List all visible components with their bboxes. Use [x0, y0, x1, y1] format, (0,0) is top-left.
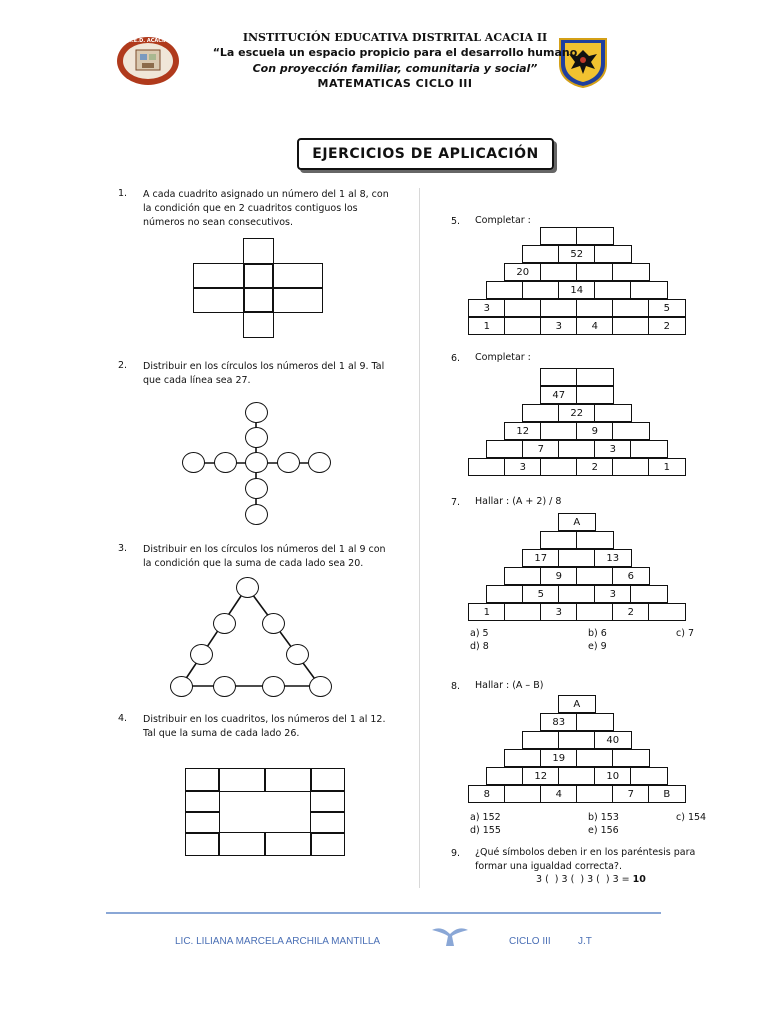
pyramid-cell[interactable] — [612, 422, 650, 440]
pyramid-cell[interactable]: 5 — [522, 585, 560, 603]
circle-slot[interactable] — [170, 676, 193, 697]
circle-slot[interactable] — [309, 676, 332, 697]
pyramid-cell[interactable] — [612, 263, 650, 281]
frame-cell[interactable] — [185, 768, 220, 792]
exercise-2-number: 2. — [118, 360, 128, 371]
exercise-8-option-a[interactable]: a) 152 — [470, 812, 501, 823]
exercise-7-option-d[interactable]: d) 8 — [470, 641, 489, 652]
pyramid-cell[interactable]: 47 — [540, 386, 578, 404]
pyramid-cell[interactable] — [540, 299, 578, 317]
exercise-5-number: 5. — [451, 216, 461, 227]
exercise-9-number: 9. — [451, 848, 461, 859]
pyramid-cell[interactable]: 3 — [540, 603, 578, 621]
pyramid-cell[interactable]: 22 — [558, 404, 596, 422]
exercise-7-number: 7. — [451, 497, 461, 508]
frame-cell[interactable] — [185, 832, 220, 856]
pyramid-cell[interactable] — [504, 749, 542, 767]
pyramid-cell[interactable] — [630, 767, 668, 785]
pyramid-cell[interactable]: 3 — [594, 440, 632, 458]
frame-cell[interactable] — [218, 768, 266, 792]
circle-slot[interactable] — [236, 577, 259, 598]
exercise-9-text-line-1: ¿Qué símbolos deben ir en los paréntesis para — [475, 847, 696, 858]
exercise-7-text: Hallar : (A + 2) / 8 — [475, 496, 562, 507]
pyramid-cell[interactable]: 2 — [612, 603, 650, 621]
pyramid-cell[interactable]: 9 — [540, 567, 578, 585]
pyramid-cell[interactable] — [576, 531, 614, 549]
pyramid-cell[interactable] — [486, 440, 524, 458]
pyramid-cell[interactable]: 3 — [468, 299, 506, 317]
pyramid-cell[interactable]: 17 — [522, 549, 560, 567]
exercise-4-number: 4. — [118, 713, 128, 724]
pyramid-cell[interactable] — [558, 440, 596, 458]
equation-result: 10 — [632, 874, 646, 885]
frame-cell[interactable] — [310, 832, 345, 856]
pyramid-cell[interactable] — [576, 785, 614, 803]
pyramid-cell[interactable] — [540, 458, 578, 476]
pyramid-cell[interactable]: 13 — [594, 549, 632, 567]
pyramid-cell[interactable]: 3 — [504, 458, 542, 476]
pyramid-cell[interactable]: 6 — [612, 567, 650, 585]
motto-line-1: “La escuela un espacio propicio para el desarrollo humano — [212, 46, 578, 59]
cycle-label: CICLO III — [509, 936, 551, 947]
pyramid-cell[interactable] — [558, 767, 596, 785]
exercise-7-option-a[interactable]: a) 5 — [470, 628, 489, 639]
pyramid-cell[interactable] — [576, 227, 614, 245]
pyramid-cell[interactable] — [540, 368, 578, 386]
author-initials: J.T — [578, 936, 592, 947]
pyramid-cell[interactable]: 14 — [558, 281, 596, 299]
pyramid-cell[interactable] — [468, 458, 506, 476]
pyramid-cell[interactable]: 7 — [612, 785, 650, 803]
exercise-6-text: Completar : — [475, 352, 531, 363]
pyramid-cell[interactable]: B — [648, 785, 686, 803]
exercise-3-number: 3. — [118, 543, 128, 554]
circle-slot[interactable] — [190, 644, 213, 665]
pyramid-cell[interactable]: 2 — [576, 458, 614, 476]
frame-cell[interactable] — [185, 811, 220, 834]
circle-slot[interactable] — [262, 613, 285, 634]
pyramid-cell[interactable] — [522, 404, 560, 422]
exercise-3-text: Distribuir en los círculos los números del 1 al 9 con la condición que la suma de cada lado sea 20. — [143, 544, 386, 569]
exercise-8-option-d[interactable]: d) 155 — [470, 825, 501, 836]
pyramid-cell[interactable]: 12 — [522, 767, 560, 785]
pyramid-cell[interactable]: 8 — [468, 785, 506, 803]
pyramid-cell[interactable] — [648, 603, 686, 621]
pyramid-cell[interactable]: A — [558, 513, 596, 531]
pyramid-cell[interactable] — [504, 299, 542, 317]
pyramid-cell[interactable]: 1 — [468, 317, 506, 335]
pyramid-cell[interactable]: 2 — [648, 317, 686, 335]
pyramid-cell[interactable] — [612, 317, 650, 335]
pyramid-cell[interactable] — [576, 263, 614, 281]
pyramid-cell[interactable] — [630, 585, 668, 603]
teacher-name: LIC. LILIANA MARCELA ARCHILA MANTILLA — [175, 936, 381, 947]
pyramid-cell[interactable]: 3 — [540, 317, 578, 335]
pyramid-cell[interactable]: 10 — [594, 767, 632, 785]
pyramid-cell[interactable] — [486, 281, 524, 299]
pyramid-cell[interactable] — [558, 585, 596, 603]
pyramid-cell[interactable] — [504, 603, 542, 621]
footer-rule — [106, 912, 661, 914]
exercise-1-number: 1. — [118, 188, 128, 199]
pyramid-cell[interactable]: 5 — [648, 299, 686, 317]
frame-cell[interactable] — [218, 832, 266, 856]
exercise-4-text: Distribuir en los cuadritos, los números del 1 al 12. Tal que la suma de cada lado 26. — [143, 714, 386, 739]
circle-slot[interactable] — [286, 644, 309, 665]
equation-left[interactable]: 3 ( ) 3 ( ) 3 ( ) 3 = — [536, 874, 633, 885]
pyramid-cell[interactable]: 7 — [522, 440, 560, 458]
pyramid-cell[interactable] — [504, 785, 542, 803]
exercise-8-number: 8. — [451, 681, 461, 692]
exercise-8-option-e[interactable]: e) 156 — [588, 825, 619, 836]
pyramid-cell[interactable] — [612, 299, 650, 317]
exercise-9-text-line-2: formar una igualdad correcta?. — [475, 861, 622, 872]
frame-cell[interactable] — [310, 811, 345, 834]
pyramid-cell[interactable]: 1 — [468, 603, 506, 621]
frame-cell[interactable] — [264, 832, 312, 856]
circle-slot[interactable] — [213, 613, 236, 634]
pyramid-cell[interactable] — [576, 603, 614, 621]
exercise-2-text: Distribuir en los círculos los números del 1 al 9. Tal que cada línea sea 27. — [143, 361, 385, 386]
pyramid-cell[interactable] — [504, 567, 542, 585]
subject-heading: MATEMATICAS CICLO III — [317, 77, 473, 90]
pyramid-cell[interactable]: 52 — [558, 245, 596, 263]
pyramid-cell[interactable] — [576, 386, 614, 404]
pyramid-cell[interactable]: A — [558, 695, 596, 713]
circle-slot[interactable] — [262, 676, 285, 697]
pyramid-cell[interactable] — [540, 227, 578, 245]
frame-cell[interactable] — [310, 768, 345, 792]
frame-cell[interactable] — [185, 790, 220, 813]
exercise-7-option-c[interactable]: c) 7 — [676, 628, 694, 639]
pyramid-cell[interactable] — [522, 731, 560, 749]
pyramid-cell[interactable] — [540, 531, 578, 549]
pyramid-cell[interactable] — [630, 440, 668, 458]
pyramid-cell[interactable]: 19 — [540, 749, 578, 767]
pyramid-cell[interactable]: 9 — [576, 422, 614, 440]
frame-cell[interactable] — [310, 790, 345, 813]
pyramid-cell[interactable] — [486, 767, 524, 785]
page-title: EJERCICIOS DE APLICACIÓN — [297, 138, 554, 170]
pyramid-cell[interactable]: 40 — [594, 731, 632, 749]
pyramid-cell[interactable] — [576, 368, 614, 386]
pyramid-cell[interactable] — [576, 299, 614, 317]
motto-line-2: Con proyección familiar, comunitaria y social” — [252, 62, 538, 75]
pyramid-cell[interactable] — [612, 458, 650, 476]
exercise-7-option-b[interactable]: b) 6 — [588, 628, 607, 639]
pyramid-cell[interactable] — [576, 749, 614, 767]
pyramid-cell[interactable] — [486, 585, 524, 603]
pyramid-cell[interactable]: 1 — [648, 458, 686, 476]
frame-cell[interactable] — [264, 768, 312, 792]
pyramid-cell[interactable]: 3 — [594, 585, 632, 603]
pyramid-cell[interactable]: 83 — [540, 713, 578, 731]
pyramid-cell[interactable] — [612, 749, 650, 767]
pyramid-cell[interactable] — [594, 404, 632, 422]
pyramid-cell[interactable] — [540, 263, 578, 281]
exercise-8-option-c[interactable]: c) 154 — [676, 812, 707, 823]
pyramid-cell[interactable] — [594, 245, 632, 263]
institution-name: INSTITUCIÓN EDUCATIVA DISTRITAL ACACIA II — [242, 31, 548, 44]
pyramid-cell[interactable]: 4 — [540, 785, 578, 803]
pyramid-cell[interactable] — [522, 281, 560, 299]
pyramid-cell[interactable]: 20 — [504, 263, 542, 281]
pyramid-cell[interactable] — [594, 281, 632, 299]
exercise-9-equation — [536, 874, 646, 885]
pyramid-cell[interactable]: 4 — [576, 317, 614, 335]
exercise-1-text: A cada cuadrito asignado un número del 1 al 8, con la condición que en 2 cuadritos contiguos los números no sean consecutivos. — [143, 189, 389, 228]
exercise-8-option-b[interactable]: b) 153 — [588, 812, 619, 823]
pyramid-cell[interactable] — [630, 281, 668, 299]
fleur-ornament-icon — [430, 924, 470, 948]
pyramid-cell[interactable]: 12 — [504, 422, 542, 440]
exercise-7-option-e[interactable]: e) 9 — [588, 641, 607, 652]
school-logo-text: I.E.D. ACACIA II — [130, 38, 174, 44]
exercise-6-number: 6. — [451, 353, 461, 364]
pyramid-cell[interactable] — [576, 567, 614, 585]
pyramid-cell[interactable] — [576, 713, 614, 731]
pyramid-cell[interactable] — [522, 245, 560, 263]
pyramid-cell[interactable] — [558, 549, 596, 567]
circle-slot[interactable] — [213, 676, 236, 697]
exercise-8-text: Hallar : (A – B) — [475, 680, 544, 691]
pyramid-cell[interactable] — [504, 317, 542, 335]
pyramid-cell[interactable] — [558, 731, 596, 749]
exercise-5-text: Completar : — [475, 215, 531, 226]
pyramid-cell[interactable] — [540, 422, 578, 440]
